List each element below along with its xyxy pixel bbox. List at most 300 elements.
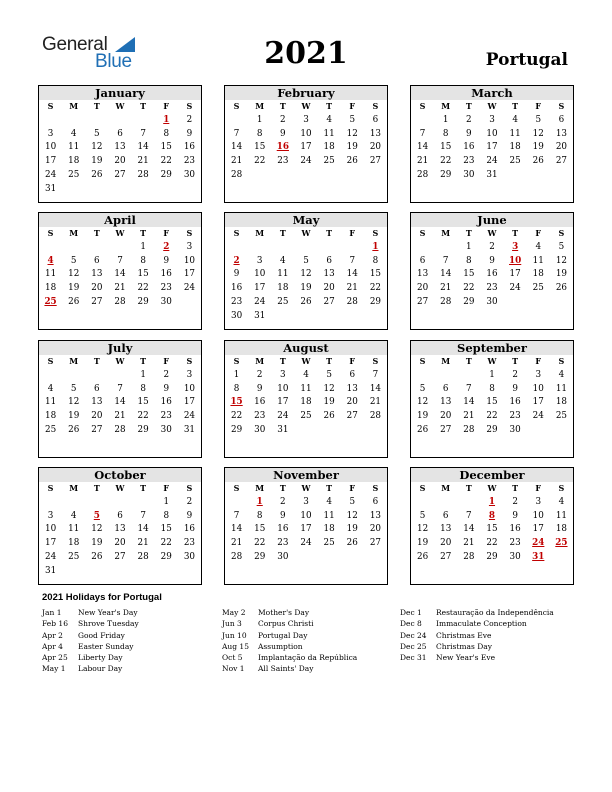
day-cell: 26 [91, 551, 103, 562]
day-cell: 17 [300, 142, 312, 153]
day-cell: 29 [254, 551, 266, 562]
day-cell: 18 [44, 283, 57, 294]
day-cell: 7 [466, 510, 472, 521]
day-cell: 20 [346, 397, 358, 408]
day-cell: 30 [230, 310, 243, 321]
weekday-label: S [233, 101, 240, 111]
month-title: November [225, 468, 387, 482]
day-cell: 19 [346, 524, 358, 535]
weekday-label: W [487, 356, 497, 366]
day-cell: 23 [277, 538, 289, 549]
day-cell: 20 [555, 142, 568, 153]
day-cell: 29 [463, 296, 475, 307]
day-cell: 4 [558, 496, 565, 507]
day-cell: 9 [233, 269, 240, 280]
week-row [411, 410, 573, 424]
day-cell: 14 [440, 269, 452, 280]
day-cell: 5 [349, 496, 356, 507]
empty-cell [39, 241, 62, 255]
empty-cell [318, 424, 341, 438]
holiday-item [42, 618, 139, 629]
day-cell: 14 [463, 524, 475, 535]
day-cell: 9 [280, 128, 286, 139]
day-cell: 13 [416, 269, 429, 280]
day-cell: 12 [346, 128, 358, 139]
day-cell: 15 [254, 142, 266, 153]
day-cell: 15 [486, 397, 498, 408]
weekday-label: W [115, 483, 125, 493]
weekday-label: M [255, 356, 265, 366]
month-december [410, 467, 574, 585]
day-cell: 30 [509, 424, 521, 435]
weekday-header [39, 355, 201, 369]
day-cell: 17 [44, 156, 57, 167]
empty-cell [39, 114, 62, 128]
day-cell: 1 [163, 496, 170, 507]
day-cell: 21 [230, 538, 243, 549]
week-row [225, 383, 387, 397]
day-cell: 28 [230, 551, 243, 562]
day-cell: 23 [509, 538, 521, 549]
day-cell: 30 [254, 424, 266, 435]
holiday-name: All Saints' Day [258, 664, 314, 674]
holiday-name: Liberty Day [78, 653, 123, 663]
week-row [225, 241, 387, 255]
weekday-label: T [93, 356, 100, 366]
week-row [39, 565, 201, 579]
weekday-header [225, 355, 387, 369]
holiday-date-label: Apr 4 [42, 641, 63, 651]
weekday-label: T [465, 228, 472, 238]
empty-cell [550, 551, 573, 565]
week-row [411, 282, 573, 296]
day-cell: 17 [532, 524, 544, 535]
weekday-label: F [349, 483, 356, 493]
day-cell: 3 [47, 128, 54, 139]
holiday-name: Restauração da Independência [436, 608, 554, 617]
holiday-date-label: Jan 1 [42, 608, 62, 617]
holiday-item [400, 641, 554, 652]
day-cell: 2 [280, 496, 286, 507]
weekday-label: S [558, 101, 565, 111]
day-cell: 15 [160, 142, 172, 153]
day-cell: 10 [486, 128, 498, 139]
day-cell: 6 [117, 510, 123, 521]
day-cell: 2 [186, 114, 193, 125]
day-cell: 13 [91, 397, 103, 408]
day-cell: 19 [300, 283, 312, 294]
day-cell: 11 [532, 255, 544, 266]
day-cell: 6 [349, 369, 356, 380]
day-cell: 18 [323, 142, 335, 153]
holiday-name: New Year's Eve [436, 653, 496, 663]
day-cell: 21 [230, 156, 243, 167]
day-cell: 15 [137, 397, 149, 408]
month-title: August [225, 341, 387, 355]
day-cell: 22 [486, 538, 498, 549]
weekday-header [225, 227, 387, 241]
week-row [39, 128, 201, 142]
day-cell: 17 [486, 142, 498, 153]
day-cell: 30 [183, 169, 196, 180]
day-cell: 20 [91, 283, 103, 294]
holiday-item [222, 607, 357, 618]
day-cell: 21 [463, 411, 475, 422]
month-title: March [411, 86, 573, 100]
empty-cell [318, 169, 341, 183]
month-february [224, 85, 388, 203]
empty-cell [132, 183, 155, 197]
holiday-item [42, 663, 139, 674]
empty-cell [294, 169, 317, 183]
week-row [39, 296, 201, 310]
day-cell: 20 [440, 411, 452, 422]
weekday-label: T [326, 356, 333, 366]
weekday-label: S [186, 356, 193, 366]
empty-cell [318, 310, 341, 324]
weekday-label: T [512, 228, 519, 238]
day-cell: 10 [183, 255, 196, 266]
day-cell: 31 [277, 424, 289, 435]
weekday-label: M [255, 228, 265, 238]
day-cell: 1 [466, 241, 472, 252]
day-cell: 5 [419, 510, 426, 521]
empty-cell [527, 296, 550, 310]
day-cell: 21 [463, 538, 475, 549]
week-row [411, 523, 573, 537]
month-may [224, 212, 388, 330]
day-cell: 10 [44, 524, 57, 535]
empty-cell [457, 496, 480, 510]
day-cell: 15 [463, 269, 475, 280]
day-cell: 26 [346, 538, 358, 549]
empty-cell [411, 369, 434, 383]
month-april [38, 212, 202, 330]
day-cell: 15 [254, 524, 266, 535]
day-cell: 3 [489, 114, 495, 125]
weekday-label: F [535, 228, 542, 238]
month-august [224, 340, 388, 458]
week-row [411, 537, 573, 551]
week-row [39, 268, 201, 282]
holiday-date: 15 [230, 397, 243, 408]
day-cell: 29 [440, 169, 452, 180]
day-cell: 22 [369, 283, 382, 294]
day-cell: 12 [323, 383, 335, 394]
holiday-date: 25 [44, 296, 57, 307]
day-cell: 30 [183, 551, 196, 562]
weekday-label: W [115, 228, 125, 238]
week-row [39, 410, 201, 424]
weekday-label: S [419, 228, 426, 238]
empty-cell [108, 114, 131, 128]
empty-cell [550, 424, 573, 438]
empty-cell [504, 296, 527, 310]
day-cell: 12 [91, 524, 103, 535]
empty-cell [294, 310, 317, 324]
day-cell: 24 [277, 411, 289, 422]
week-row [225, 310, 387, 324]
holiday-item [400, 630, 554, 641]
day-cell: 3 [303, 496, 309, 507]
holiday-date: 1 [488, 496, 496, 507]
day-cell: 4 [535, 241, 542, 252]
weekday-header [39, 227, 201, 241]
day-cell: 31 [254, 310, 266, 321]
week-row [39, 241, 201, 255]
empty-cell [62, 114, 85, 128]
holiday-date-label: Jun 3 [222, 619, 242, 629]
day-cell: 8 [140, 255, 146, 266]
day-cell: 8 [442, 128, 449, 139]
day-cell: 20 [114, 538, 126, 549]
day-cell: 9 [163, 255, 170, 266]
holiday-name: Immaculate Conception [436, 619, 527, 629]
holiday-item [222, 618, 357, 629]
day-cell: 27 [323, 296, 335, 307]
empty-cell [85, 183, 108, 197]
holiday-date-label: Dec 25 [400, 641, 427, 651]
holiday-date-label: Dec 24 [400, 630, 427, 640]
page-title-year: 2021 [264, 36, 348, 71]
day-cell: 12 [416, 397, 429, 408]
day-cell: 20 [369, 524, 382, 535]
day-cell: 9 [280, 510, 286, 521]
week-row [225, 282, 387, 296]
day-cell: 23 [486, 283, 498, 294]
empty-cell [457, 369, 480, 383]
week-row [39, 396, 201, 410]
empty-cell [155, 183, 178, 197]
week-row [39, 169, 201, 183]
day-cell: 28 [346, 296, 358, 307]
day-cell: 8 [233, 383, 240, 394]
day-cell: 12 [346, 510, 358, 521]
weekday-label: M [441, 228, 451, 238]
day-cell: 21 [114, 283, 126, 294]
empty-cell [62, 241, 85, 255]
weekday-label: W [301, 356, 311, 366]
holiday-column [42, 607, 139, 675]
weekday-label: T [465, 483, 472, 493]
day-cell: 29 [486, 551, 498, 562]
weekday-label: M [69, 228, 79, 238]
day-cell: 8 [489, 383, 495, 394]
day-cell: 18 [323, 524, 335, 535]
day-cell: 13 [440, 524, 452, 535]
holiday-name: New Year's Day [78, 608, 138, 617]
holiday-date: 16 [276, 142, 289, 153]
day-cell: 26 [532, 156, 544, 167]
day-cell: 26 [416, 551, 429, 562]
day-cell: 9 [466, 128, 472, 139]
day-cell: 23 [277, 156, 289, 167]
day-cell: 13 [346, 383, 358, 394]
day-cell: 30 [509, 551, 521, 562]
weekday-label: S [372, 483, 379, 493]
day-cell: 2 [466, 114, 472, 125]
day-cell: 4 [512, 114, 518, 125]
day-cell: 26 [555, 283, 568, 294]
empty-cell [85, 241, 108, 255]
empty-cell [248, 241, 271, 255]
day-cell: 20 [114, 156, 126, 167]
day-cell: 5 [326, 369, 332, 380]
empty-cell [85, 496, 108, 510]
day-cell: 12 [416, 524, 429, 535]
holiday-date: 25 [555, 538, 568, 549]
day-cell: 11 [323, 128, 335, 139]
holiday-item [222, 630, 357, 641]
empty-cell [85, 114, 108, 128]
month-title: January [39, 86, 201, 100]
holiday-date: 5 [93, 510, 100, 521]
day-cell: 11 [555, 510, 568, 521]
day-cell: 13 [369, 510, 382, 521]
day-cell: 24 [532, 411, 544, 422]
day-cell: 27 [114, 169, 126, 180]
day-cell: 4 [70, 128, 77, 139]
day-cell: 7 [140, 128, 146, 139]
day-cell: 5 [535, 114, 542, 125]
day-cell: 8 [466, 255, 472, 266]
day-cell: 23 [254, 411, 266, 422]
weekday-label: F [535, 483, 542, 493]
holiday-item [42, 652, 139, 663]
day-cell: 28 [137, 551, 149, 562]
week-row [411, 383, 573, 397]
day-cell: 10 [254, 269, 266, 280]
week-row [225, 496, 387, 510]
weekday-label: F [535, 356, 542, 366]
day-cell: 21 [416, 156, 429, 167]
day-cell: 2 [489, 241, 495, 252]
week-row [225, 268, 387, 282]
holiday-name: Christmas Day [436, 641, 492, 651]
day-cell: 14 [114, 269, 126, 280]
week-row [411, 169, 573, 183]
empty-cell [411, 241, 434, 255]
weekday-header [39, 100, 201, 114]
empty-cell [178, 565, 201, 579]
week-row [225, 523, 387, 537]
day-cell: 4 [47, 383, 54, 394]
holiday-name: Easter Sunday [78, 641, 134, 651]
weekday-label: T [279, 228, 286, 238]
holiday-date-label: Apr 2 [42, 630, 63, 640]
day-cell: 24 [254, 296, 266, 307]
day-cell: 28 [230, 169, 243, 180]
day-cell: 24 [183, 411, 196, 422]
empty-cell [294, 551, 317, 565]
day-cell: 25 [323, 538, 335, 549]
day-cell: 29 [137, 424, 149, 435]
empty-cell [341, 169, 364, 183]
empty-cell [225, 114, 248, 128]
day-cell: 6 [94, 383, 100, 394]
weekday-label: W [301, 483, 311, 493]
day-cell: 7 [117, 255, 123, 266]
empty-cell [364, 424, 387, 438]
day-cell: 10 [44, 142, 57, 153]
day-cell: 16 [160, 397, 172, 408]
weekday-label: T [326, 101, 333, 111]
empty-cell [341, 310, 364, 324]
empty-cell [178, 183, 201, 197]
day-cell: 25 [68, 551, 80, 562]
holiday-item [222, 641, 357, 652]
day-cell: 9 [163, 383, 170, 394]
day-cell: 19 [555, 269, 568, 280]
empty-cell [434, 496, 457, 510]
day-cell: 21 [346, 283, 358, 294]
day-cell: 24 [486, 156, 498, 167]
holiday-item [42, 607, 139, 618]
country-label: Portugal [485, 50, 568, 70]
day-cell: 14 [137, 142, 149, 153]
empty-cell [318, 241, 341, 255]
empty-cell [155, 565, 178, 579]
day-cell: 1 [489, 369, 495, 380]
day-cell: 5 [349, 114, 356, 125]
day-cell: 2 [512, 496, 518, 507]
week-row [39, 282, 201, 296]
empty-cell [108, 496, 131, 510]
day-cell: 5 [94, 128, 100, 139]
weekday-header [411, 355, 573, 369]
day-cell: 27 [346, 411, 358, 422]
weekday-label: S [419, 483, 426, 493]
holiday-column [400, 607, 554, 663]
day-cell: 21 [137, 538, 149, 549]
week-row [411, 241, 573, 255]
day-cell: 16 [509, 397, 521, 408]
day-cell: 28 [114, 296, 126, 307]
weekday-label: S [558, 356, 565, 366]
day-cell: 20 [91, 411, 103, 422]
holiday-name: Portugal Day [258, 630, 308, 640]
day-cell: 6 [372, 496, 379, 507]
day-cell: 5 [419, 383, 426, 394]
day-cell: 19 [532, 142, 544, 153]
weekday-header [225, 100, 387, 114]
day-cell: 9 [512, 510, 518, 521]
week-row [225, 128, 387, 142]
week-row [225, 169, 387, 183]
day-cell: 15 [486, 524, 498, 535]
day-cell: 22 [254, 156, 266, 167]
month-title: May [225, 213, 387, 227]
day-cell: 7 [140, 510, 146, 521]
empty-cell [434, 369, 457, 383]
day-cell: 20 [323, 283, 335, 294]
day-cell: 29 [230, 424, 243, 435]
day-cell: 23 [160, 411, 172, 422]
day-cell: 11 [323, 510, 335, 521]
day-cell: 6 [117, 128, 123, 139]
day-cell: 17 [44, 538, 57, 549]
day-cell: 9 [186, 128, 193, 139]
day-cell: 31 [44, 183, 57, 194]
empty-cell [364, 551, 387, 565]
day-cell: 19 [323, 397, 335, 408]
holiday-name: Corpus Christi [258, 619, 314, 629]
month-title: February [225, 86, 387, 100]
day-cell: 26 [346, 156, 358, 167]
day-cell: 23 [183, 538, 196, 549]
day-cell: 30 [160, 296, 172, 307]
day-cell: 11 [68, 142, 80, 153]
